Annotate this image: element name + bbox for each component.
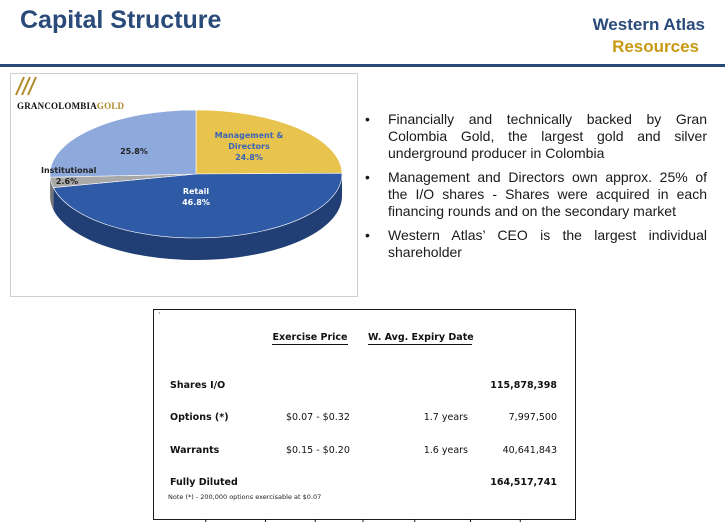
row-expiry-warrants: 1.6 years	[423, 445, 468, 456]
bullet-list	[365, 111, 707, 268]
brand-name: Western Atlas	[592, 15, 705, 34]
row-value-options: 7,997,500	[508, 412, 557, 423]
row-price-options: $0.07 - $0.32	[286, 412, 350, 423]
row-value-shares: 115,878,398	[490, 380, 557, 391]
row-label-options: Options (*)	[170, 412, 229, 423]
corner-mark: ·	[158, 309, 161, 318]
row-label-shares: Shares I/O	[170, 380, 226, 391]
logo-mark-icon	[13, 76, 37, 96]
capitalization-table	[153, 309, 576, 520]
bullet-marker: •	[365, 227, 370, 243]
header-exercise-price: Exercise Price	[272, 332, 348, 343]
bullet-item: • Financially and technically backed by Gran Colombia Gold, the largest gold and silver underground producer in Colombia	[365, 111, 707, 161]
pie-chart-panel	[10, 73, 358, 297]
table-footnote: Note (*) - 200,000 options exercisable at $0.07	[168, 493, 322, 501]
bullet-item: • Western Atlas’ CEO is the largest individual shareholder	[365, 227, 707, 260]
pie-label-retail: Retail 46.8%	[182, 187, 210, 207]
pie-label-institutional: Institutional 2.6%	[41, 166, 97, 186]
table-base-ticks	[154, 519, 575, 522]
row-label-fully-diluted: Fully Diluted	[170, 477, 238, 488]
gran-colombia-gold-logo	[13, 76, 125, 118]
logo-text: GRANCOLOMBIAGOLD	[17, 101, 125, 111]
pie-label-management: Management & Directors 24.8%	[214, 131, 284, 162]
page-title: Capital Structure	[20, 6, 222, 34]
header-rule	[0, 64, 725, 67]
row-value-warrants: 40,641,843	[502, 445, 557, 456]
bullet-marker: •	[365, 111, 370, 127]
bullet-item: • Management and Directors own approx. 25% of the I/O shares - Shares were acquired in each financing rounds and on the secondary market	[365, 169, 707, 219]
pie-label-other: 25.8%	[120, 147, 148, 156]
brand-name-resources: Resources	[612, 37, 699, 56]
bullet-marker: •	[365, 169, 370, 185]
row-label-warrants: Warrants	[170, 445, 220, 456]
header-expiry-date: W. Avg. Expiry Date	[368, 332, 474, 343]
row-price-warrants: $0.15 - $0.20	[286, 445, 350, 456]
row-value-fully-diluted: 164,517,741	[490, 477, 557, 488]
row-expiry-options: 1.7 years	[423, 412, 468, 423]
